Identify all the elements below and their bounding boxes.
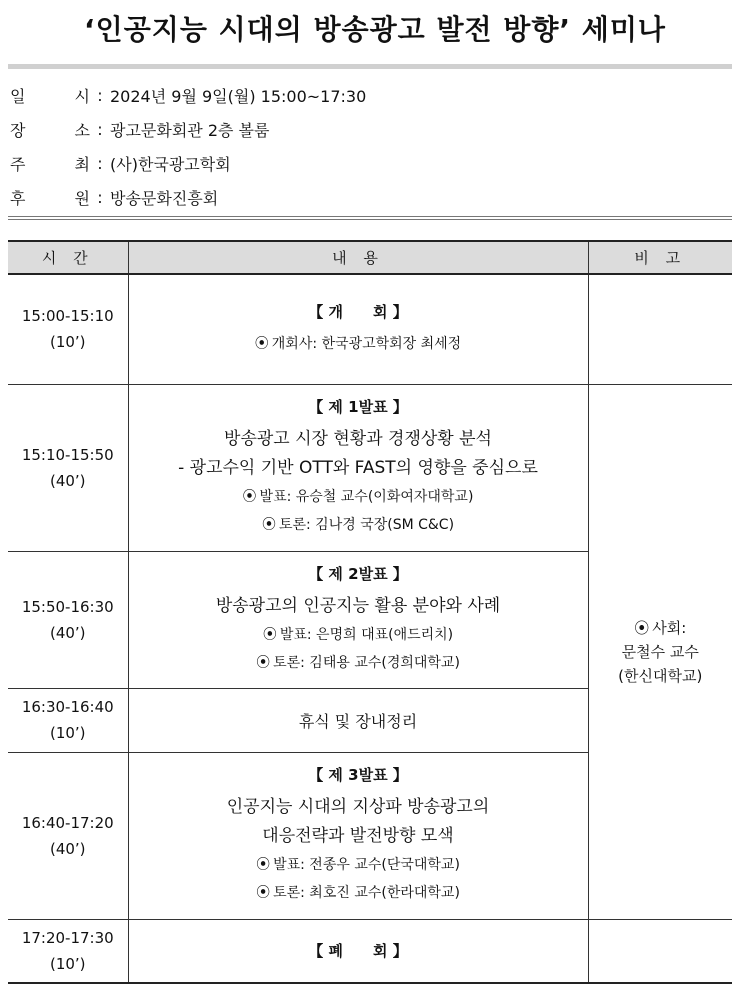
time-cell: 15:50-16:30 (40’) bbox=[8, 551, 128, 688]
info-colon: : bbox=[97, 119, 103, 139]
person-line: ⦿ 토론: 김태용 교수(경희대학교) bbox=[129, 649, 588, 677]
session-header: 【 폐 회 】 bbox=[308, 942, 408, 961]
header-time: 시 간 bbox=[8, 241, 128, 274]
title-underline bbox=[8, 64, 732, 69]
session-header: 【 제 2발표 】 bbox=[308, 564, 408, 583]
time-cell: 17:20-17:30 (10’) bbox=[8, 919, 128, 983]
bullet-icon: ⦿ bbox=[261, 517, 276, 533]
info-row-sponsor bbox=[10, 180, 730, 214]
bullet-icon: ⦿ bbox=[262, 626, 277, 643]
bullet-icon: ⦿ bbox=[242, 489, 257, 505]
session-subtitle: - 광고수익 기반 OTT와 FAST의 영향을 중심으로 bbox=[178, 458, 538, 478]
schedule-table bbox=[8, 240, 732, 984]
header-note: 비 고 bbox=[588, 241, 732, 274]
content-cell bbox=[128, 551, 588, 688]
session-subject: 방송광고 시장 현황과 경쟁상황 분석 bbox=[224, 429, 492, 449]
session-subject: 대응전략과 발전방향 모색 bbox=[262, 826, 454, 846]
bullet-icon: ⦿ bbox=[254, 335, 269, 352]
header-content: 내 용 bbox=[128, 241, 588, 274]
time-cell: 16:30-16:40 (10’) bbox=[8, 688, 128, 752]
session-header: 【 제 3발표 】 bbox=[308, 766, 408, 784]
event-info bbox=[10, 78, 730, 214]
info-value-host: (사)한국광고학회 bbox=[110, 154, 231, 174]
info-row-host bbox=[10, 146, 730, 180]
note-cell bbox=[588, 274, 732, 384]
note-cell bbox=[588, 919, 732, 983]
time-cell: 15:00-15:10 (10’) bbox=[8, 274, 128, 384]
info-value-date: 2024년 9월 9일(월) 15:00~17:30 bbox=[110, 86, 367, 106]
break-label: 휴식 및 장내정리 bbox=[298, 711, 418, 731]
section-divider bbox=[8, 216, 732, 220]
info-label: 장 소 bbox=[10, 120, 90, 140]
info-label: 일 시 bbox=[10, 86, 90, 106]
table-row bbox=[8, 384, 732, 551]
session-subject: 방송광고의 인공지능 활용 분야와 사례 bbox=[215, 595, 501, 616]
table-header-row bbox=[8, 241, 732, 274]
content-cell bbox=[128, 384, 588, 551]
note-cell-moderator: ⦿ 사회: 문철수 교수 (한신대학교) bbox=[588, 384, 732, 919]
bullet-icon: ⦿ bbox=[256, 654, 271, 671]
person-line: ⦿ 발표: 은명희 대표(애드리치) bbox=[129, 621, 588, 649]
session-header: 【 제 1발표 】 bbox=[308, 398, 408, 416]
info-colon: : bbox=[97, 85, 103, 105]
bullet-icon: ⦿ bbox=[634, 618, 650, 637]
content-cell bbox=[128, 919, 588, 983]
bullet-icon: ⦿ bbox=[256, 857, 271, 873]
time-cell: 16:40-17:20 (40’) bbox=[8, 752, 128, 919]
person-line: ⦿ 토론: 최호진 교수(한라대학교) bbox=[129, 879, 588, 907]
info-label: 후 원 bbox=[10, 188, 90, 208]
info-colon: : bbox=[97, 187, 103, 207]
table-row bbox=[8, 274, 732, 384]
person-line: ⦿ 토론: 김나경 국장(SM C&C) bbox=[129, 511, 588, 539]
content-cell bbox=[128, 752, 588, 919]
info-value-sponsor: 방송문화진흥회 bbox=[110, 188, 219, 208]
content-cell bbox=[128, 274, 588, 384]
info-row-venue bbox=[10, 112, 730, 146]
person-line: ⦿ 발표: 전종우 교수(단국대학교) bbox=[129, 851, 588, 879]
document-title: ‘인공지능 시대의 방송광고 발전 방향’ 세미나 bbox=[84, 13, 666, 46]
info-colon: : bbox=[97, 153, 103, 173]
session-header: 【 개 회 】 bbox=[308, 302, 408, 321]
info-label: 주 최 bbox=[10, 154, 90, 174]
time-cell: 15:10-15:50 (40’) bbox=[8, 384, 128, 551]
person-line: ⦿ 발표: 유승철 교수(이화여자대학교) bbox=[129, 483, 588, 511]
session-subject: 인공지능 시대의 지상파 방송광고의 bbox=[226, 797, 490, 817]
info-row-date bbox=[10, 78, 730, 112]
person-line: ⦿ 개회사: 한국광고학회장 최세정 bbox=[129, 330, 588, 358]
content-cell bbox=[128, 688, 588, 752]
info-value-venue: 광고문화회관 2층 볼룸 bbox=[110, 120, 270, 140]
bullet-icon: ⦿ bbox=[256, 885, 271, 901]
table-row bbox=[8, 919, 732, 983]
